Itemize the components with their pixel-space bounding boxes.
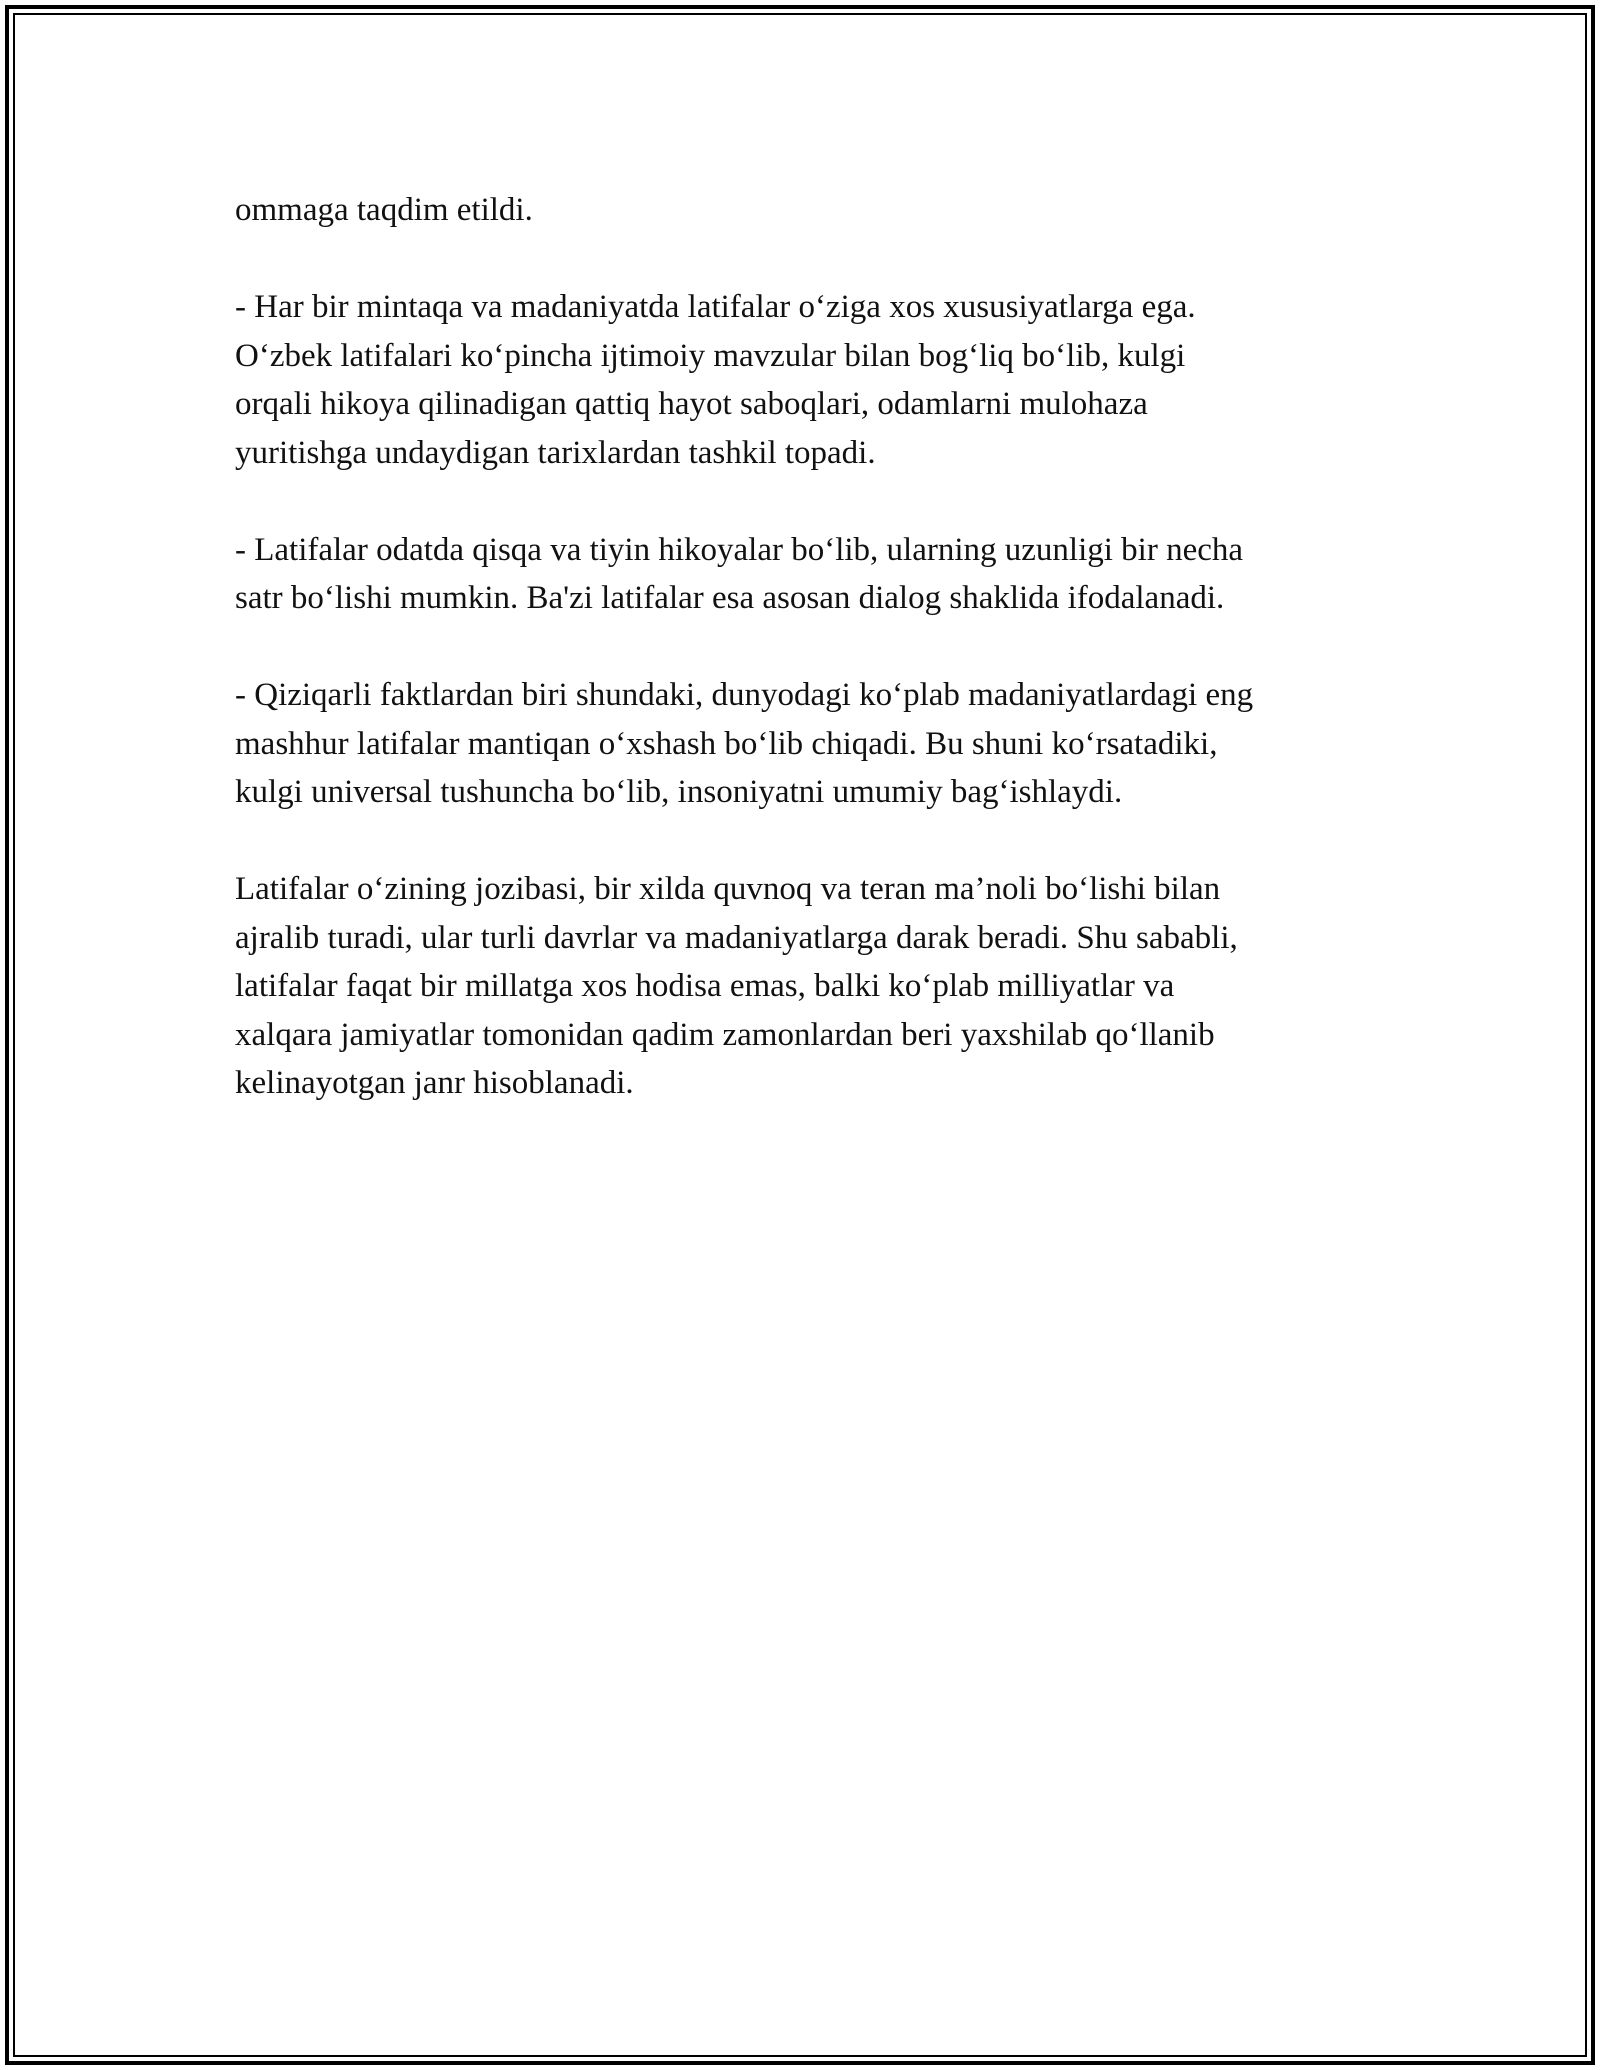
text-line: kelinayotgan janr hisoblanadi. bbox=[235, 1065, 634, 1101]
text-line: ajralib turadi, ular turli davrlar va madaniyatlarga darak beradi. Shu sababli, bbox=[235, 919, 1238, 956]
paragraph-5 bbox=[235, 865, 1395, 1108]
text-line: latifalar faqat bir millatga xos hodisa emas, balki ko‘plab milliyatlar va bbox=[235, 968, 1175, 1004]
text-line: xalqara jamiyatlar tomonidan qadim zamonlardan beri yaxshilab qo‘llanib bbox=[235, 1016, 1215, 1053]
text-line: yuritishga undaydigan tarixlardan tashkil topadi. bbox=[235, 434, 876, 471]
text-line: - Latifalar odatda qisqa va tiyin hikoyalar bo‘lib, ularning uzunligi bir necha bbox=[235, 531, 1244, 568]
paragraph-3 bbox=[235, 526, 1395, 623]
text-line: Latifalar o‘zining jozibasi, bir xilda quvnoq va teran ma’noli bo‘lishi bilan bbox=[235, 871, 1221, 907]
text-line: ommaga taqdim etildi. bbox=[235, 192, 533, 228]
document-body bbox=[235, 186, 1395, 1156]
paragraph-2 bbox=[235, 283, 1395, 477]
text-line: orqali hikoya qilinadigan qattiq hayot saboqlari, odamlarni mulohaza bbox=[235, 386, 1148, 422]
paragraph-1 bbox=[235, 186, 1395, 235]
text-line: mashhur latifalar mantiqan o‘xshash bo‘lib chiqadi. Bu shuni ko‘rsatadiki, bbox=[235, 725, 1218, 762]
text-line: satr bo‘lishi mumkin. Ba'zi latifalar esa asosan dialog shaklida ifodalanadi. bbox=[235, 580, 1225, 616]
text-line: O‘zbek latifalari ko‘pincha ijtimoiy mavzular bilan bog‘liq bo‘lib, kulgi bbox=[235, 337, 1186, 374]
text-line: - Har bir mintaqa va madaniyatda latifalar o‘ziga xos xususiyatlarga ega. bbox=[235, 289, 1196, 325]
paragraph-4 bbox=[235, 671, 1395, 817]
text-line: kulgi universal tushuncha bo‘lib, insoniyatni umumiy bag‘ishlaydi. bbox=[235, 774, 1123, 810]
text-line: - Qiziqarli faktlardan biri shundaki, dunyodagi ko‘plab madaniyatlardagi eng bbox=[235, 677, 1254, 713]
